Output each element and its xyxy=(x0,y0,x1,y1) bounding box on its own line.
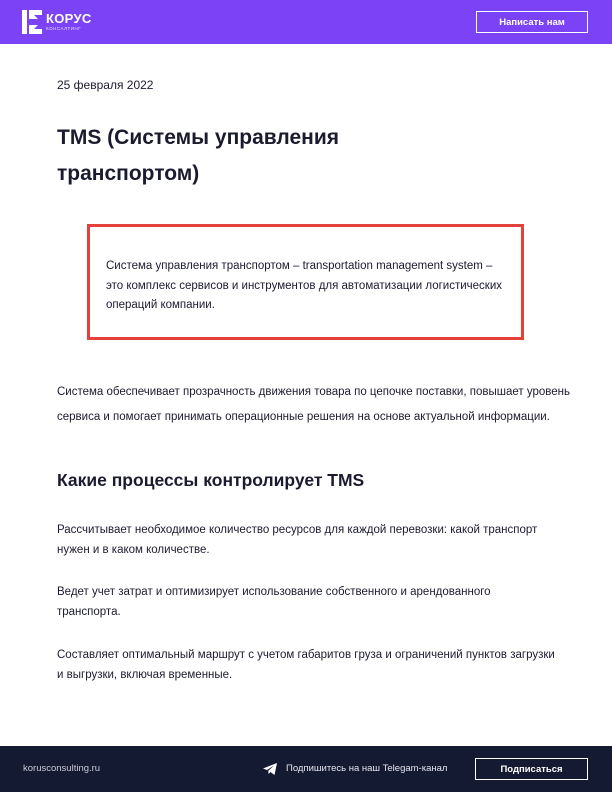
logo-mark-icon xyxy=(22,10,42,34)
intro-paragraph: Система обеспечивает прозрачность движения товара по цепочке поставки, повышает уровень сервиса и помогает принимать операционные решения на основе актуальной информации. xyxy=(57,386,570,423)
section-heading: Какие процессы контролирует TMS xyxy=(57,470,365,490)
article-date: 25 февраля 2022 xyxy=(57,78,154,92)
telegram-icon[interactable] xyxy=(262,761,278,777)
process-item-resources: Рассчитывает необходимое количество ресурсов для каждой перевозки: какой транспорт нужен и в каком количестве. xyxy=(57,524,538,556)
logo-text xyxy=(46,12,92,32)
write-us-button[interactable]: Написать нам xyxy=(476,11,588,33)
site-link[interactable]: korusconsulting.ru xyxy=(23,763,101,774)
definition-text: Система управления транспортом – transportation management system – это комплекс сервисов и инструментов для автоматизации логистических операций компании. xyxy=(106,260,502,311)
header-bar xyxy=(0,0,612,44)
logo-subtitle: КОНСАЛТИНГ xyxy=(46,26,82,31)
logo[interactable] xyxy=(22,9,92,35)
definition-box xyxy=(87,224,524,340)
process-item-route: Составляет оптимальный маршрут с учетом габаритов груза и ограничений пунктов загрузки и выгрузки, включая временные. xyxy=(57,649,555,681)
logo-name: КОРУС xyxy=(46,11,92,26)
page-title: TMS (Системы управления транспортом) xyxy=(57,126,339,185)
footer-bar xyxy=(0,746,612,792)
subscribe-button[interactable]: Подписаться xyxy=(475,758,588,780)
process-item-costs: Ведет учет затрат и оптимизирует использование собственного и арендованного транспорта. xyxy=(57,586,491,618)
telegram-subscribe-text[interactable]: Подпишитесь на наш Telegam-канал xyxy=(286,763,448,774)
